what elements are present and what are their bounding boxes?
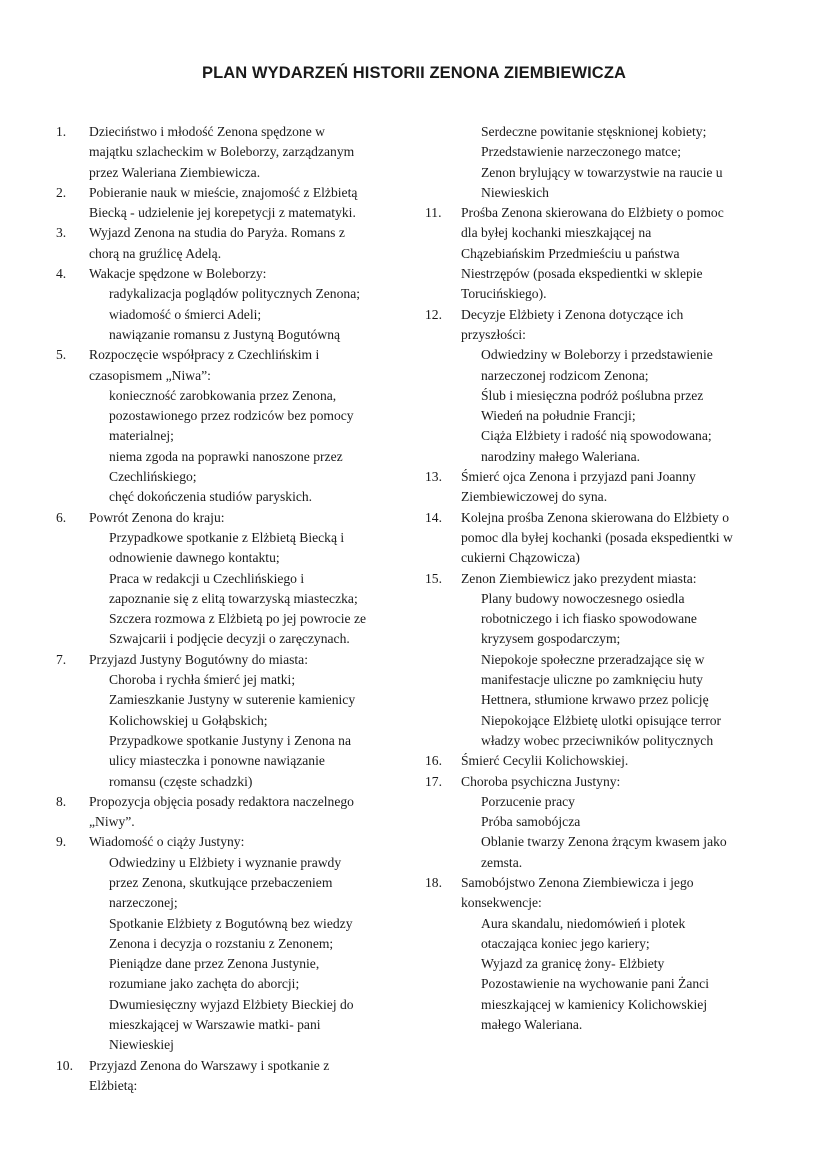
item-text-line: Prośba Zenona skierowana do Elżbiety o pomoc [461,205,724,221]
sub-point: Odwiedziny w Boleborzy i przedstawienie [481,347,713,363]
item-text-line: przyszłości: [461,326,526,342]
sub-point: małego Waleriana. [481,1017,583,1033]
sub-point: Ślub i miesięczna podróż poślubna przez [481,387,704,403]
list-item [56,792,401,833]
event-list-left [56,122,401,1096]
list-item [56,183,401,224]
list-item [56,223,401,264]
item-number: 6. [56,509,67,525]
sub-point: Odwiedziny u Elżbiety i wyznanie prawdy [109,854,342,870]
sub-point: materialnej; [109,428,174,444]
item-text-line: Biecką - udzielenie jej korepetycji z matematyki. [89,205,356,221]
item-text-line: dla byłej kochanki mieszkającej na [461,225,652,241]
sub-point: robotniczego i ich fiasko spowodowane [481,611,697,627]
sub-point: Niewieskiej [109,1037,174,1053]
sub-point: Wyjazd za granicę żony- Elżbiety [481,956,665,972]
item-number: 11. [425,205,442,221]
sub-point: Choroba i rychła śmierć jej matki; [109,672,296,688]
sub-point: Wiedeń na południe Francji; [481,408,636,424]
sub-point: Niepokoje społeczne przeradzające się w [481,651,705,667]
event-list-right [425,203,773,1035]
sub-point: narzeczonej; [109,895,178,911]
list-item [56,650,401,792]
item-text-line: Śmierć Cecylii Kolichowskiej. [461,753,629,769]
left-column [56,122,401,1096]
sub-point: kryzysem gospodarczym; [481,631,621,647]
sub-point: niema zgoda na poprawki nanoszone przez [109,448,343,464]
item-text-line: Wyjazd Zenona na studia do Paryża. Romans z [89,225,345,241]
item-text-line: cukierni Chązowicza) [461,550,580,566]
sub-point: romansu (częste schadzki) [109,773,253,789]
list-item [56,832,401,1055]
list-item [56,122,401,183]
sub-point: Praca w redakcji u Czechlińskiego i [109,570,305,586]
sub-point: Zamieszkanie Justyny w suterenie kamienicy [109,692,356,708]
sub-point: Szwajcarii i podjęcie decyzji o zaręczynach. [109,631,350,647]
sub-point: otaczająca koniec jego kariery; [481,935,650,951]
sub-point: Czechlińskiego; [109,469,197,485]
sub-point: Próba samobójcza [481,814,581,830]
sub-point: nawiązanie romansu z Justyną Bogutówną [109,326,341,342]
item-text-line: Rozpoczęcie współpracy z Czechlińskim i [89,347,320,363]
item-text-line: Choroba psychiczna Justyny: [461,773,621,789]
sub-point: ulicy miasteczka i ponowne nawiązanie [109,753,325,769]
item-text-line: czasopismem „Niwa”: [89,367,211,383]
sub-point: Zenon brylujący w towarzystwie na raucie u [481,164,723,180]
sub-point: mieszkającej w Warszawie matki- pani [109,1017,321,1033]
item-number: 7. [56,651,67,667]
sub-point: pozostawionego przez rodziców bez pomocy [109,408,354,424]
sub-point: Kolichowskiej u Gołąbskich; [109,712,268,728]
sub-point: Zenona i decyzja o rozstaniu z Zenonem; [109,935,334,951]
item-number: 16. [425,753,442,769]
sub-point: Hettnera, stłumione krwawo przez policję [481,692,709,708]
item-number: 3. [56,225,67,241]
item-text-line: Pobieranie nauk w mieście, znajomość z Elżbietą [89,184,358,200]
item-text-line: Śmierć ojca Zenona i przyjazd pani Joanny [461,469,696,485]
item-text-line: Wiadomość o ciąży Justyny: [89,834,245,850]
list-item [425,751,773,771]
list-item [425,203,773,304]
item-text-line: „Niwy”. [89,814,135,830]
sub-point: Pozostawienie na wychowanie pani Żanci [481,976,709,992]
item-text-line: chorą na gruźlicę Adelą. [89,245,222,261]
sub-point: zemsta. [481,854,523,870]
sub-point: manifestacje uliczne po zamknięciu huty [481,672,703,688]
item-text-line: Zenon Ziembiewicz jako prezydent miasta: [461,570,697,586]
item-text-line: Powrót Zenona do kraju: [89,509,225,525]
item-text-line: konsekwencje: [461,895,542,911]
item-10-continuation [428,122,773,203]
list-item [425,569,773,752]
sub-point: Ciąża Elżbiety i radość nią spowodowana; [481,428,712,444]
item-number: 12. [425,306,442,322]
sub-point: przez Zenona, skutkujące przebaczeniem [109,874,333,890]
item-text-line: Ziembiewiczowej do syna. [461,489,608,505]
item-text-line: Wakacje spędzone w Boleborzy: [89,266,267,282]
item-number: 1. [56,124,67,139]
sub-point: Przypadkowe spotkanie z Elżbietą Biecką i [109,529,345,545]
item-number: 13. [425,469,442,485]
sub-point: zapoznanie się z elitą towarzyską miasteczka; [109,590,358,606]
list-item [425,467,773,508]
item-text-line: przez Waleriana Ziembiewicza. [89,164,261,180]
sub-point: Aura skandalu, niedomówień i plotek [481,915,686,931]
item-text-line: Kolejna prośba Zenona skierowana do Elżbiety o [461,509,730,525]
item-text-line: Elżbietą: [89,1077,138,1093]
list-item [56,264,401,345]
sub-point: chęć dokończenia studiów paryskich. [109,489,313,505]
sub-point: Niewieskich [481,184,549,200]
item-text-line: Chązebiańskim Przedmieściu u państwa [461,245,680,261]
sub-point: Szczera rozmowa z Elżbietą po jej powrocie ze [109,611,367,627]
item-number: 15. [425,570,442,586]
sub-point: radykalizacja poglądów politycznych Zenona; [109,286,361,302]
item-number: 14. [425,509,442,525]
list-item [56,1056,401,1097]
list-item [56,508,401,650]
sub-point: władzy wobec przeciwników politycznych [481,732,714,748]
item-text-line: Propozycja objęcia posady redaktora naczelnego [89,793,354,809]
sub-point: mieszkającej w kamienicy Kolichowskiej [481,996,708,1012]
item-number: 10. [56,1057,73,1073]
item-text-line: Dzieciństwo i młodość Zenona spędzone w [89,124,325,139]
item-number: 18. [425,874,442,890]
item-text-line: majątku szlacheckim w Boleborzy, zarządzanym [89,144,355,160]
item-text-line: Decyzje Elżbiety i Zenona dotyczące ich [461,306,684,322]
sub-point: Oblanie twarzy Zenona żrącym kwasem jako [481,834,727,850]
item-text-line: Niestrzępów (posada ekspedientki w sklepie [461,266,703,282]
item-number: 4. [56,266,67,282]
sub-point: Przedstawienie narzeczonego matce; [481,144,682,160]
sub-point: narzeczonej rodzicom Zenona; [481,367,649,383]
list-item [425,873,773,1035]
item-number: 9. [56,834,67,850]
list-item [425,508,773,569]
sub-point: Pieniądze dane przez Zenona Justynie, [109,956,320,972]
right-column [425,122,773,1035]
item-number: 5. [56,347,67,363]
sub-point: narodziny małego Waleriana. [481,448,641,464]
item-number: 2. [56,184,67,200]
page-title: PLAN WYDARZEŃ HISTORII ZENONA ZIEMBIEWICZA [201,64,627,82]
sub-point: Porzucenie pracy [481,793,575,809]
sub-point: odnowienie dawnego kontaktu; [109,550,280,566]
item-text-line: Torucińskiego). [461,286,547,302]
sub-point: Serdeczne powitanie stęsknionej kobiety; [481,124,707,139]
sub-point: Dwumiesięczny wyjazd Elżbiety Bieckiej do [109,996,354,1012]
item-text-line: Przyjazd Zenona do Warszawy i spotkanie z [89,1057,330,1073]
sub-point: Przypadkowe spotkanie Justyny i Zenona na [109,732,351,748]
sub-point: konieczność zarobkowania przez Zenona, [109,387,337,403]
item-text-line: pomoc dla byłej kochanki (posada ekspedientki w [461,529,733,545]
list-item [425,305,773,467]
list-item [56,345,401,507]
item-text-line: Samobójstwo Zenona Ziembiewicza i jego [461,874,694,890]
sub-point: Niepokojące Elżbietę ulotki opisujące terror [481,712,722,728]
sub-point: Plany budowy nowoczesnego osiedla [481,590,685,606]
item-number: 8. [56,793,67,809]
sub-point: Spotkanie Elżbiety z Bogutówną bez wiedzy [109,915,353,931]
sub-point: rozumiane jako zachęta do aborcji; [109,976,300,992]
item-text-line: Przyjazd Justyny Bogutówny do miasta: [89,651,308,667]
list-item [425,772,773,873]
sub-point: wiadomość o śmierci Adeli; [109,306,262,322]
item-number: 17. [425,773,442,789]
